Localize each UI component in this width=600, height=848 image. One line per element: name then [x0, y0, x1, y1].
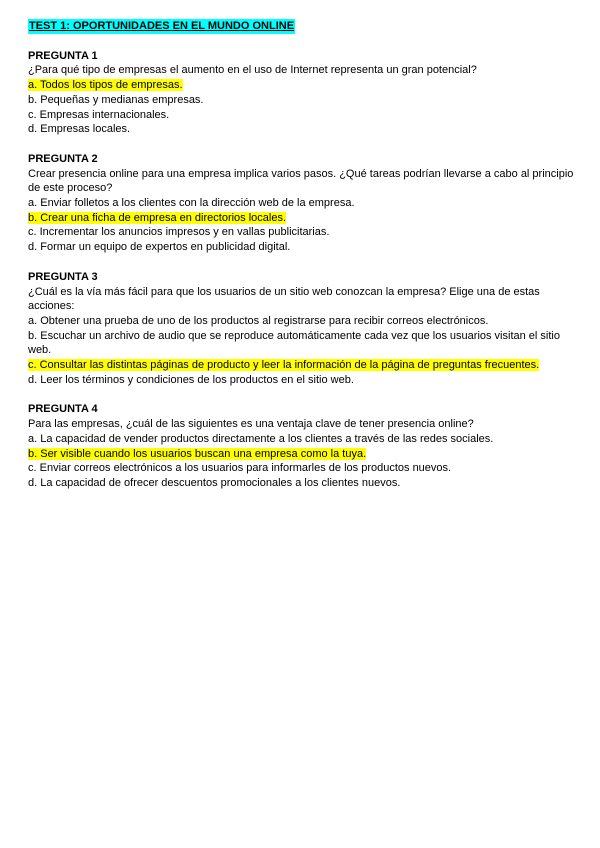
answer-option: c. Empresas internacionales. — [28, 108, 170, 121]
question-heading: PREGUNTA 1 — [28, 49, 98, 62]
answer-option — [28, 211, 578, 226]
question-heading: PREGUNTA 2 — [28, 152, 98, 165]
answer-option: c. Incrementar los anuncios impresos y en vallas publicitarias. — [28, 226, 330, 239]
answer-option: a. Obtener una prueba de uno de los productos al registrarse para recibir correos electrónicos. — [28, 314, 489, 327]
document-page — [28, 19, 578, 491]
highlighted-answer: b. Crear una ficha de empresa en directorios locales. — [28, 211, 287, 224]
answer-option: c. Enviar correos electrónicos a los usuarios para informarles de los productos nuevos. — [28, 462, 452, 475]
answer-option: b. Escuchar un archivo de audio que se reproduce automáticamente cada vez que los usuarios visitan el sitio web. — [28, 329, 560, 357]
question-text: ¿Para qué tipo de empresas el aumento en el uso de Internet representa un gran potencial? — [28, 64, 477, 77]
question-block-2 — [28, 152, 578, 255]
highlighted-answer: b. Ser visible cuando los usuarios buscan una empresa como la tuya. — [28, 447, 367, 460]
document-title-line — [28, 19, 578, 34]
question-text: ¿Cuál es la vía más fácil para que los usuarios de un sitio web conozcan la empresa? Elige una de estas acciones: — [28, 285, 540, 313]
highlighted-answer: a. Todos los tipos de empresas. — [28, 79, 183, 92]
question-text: Para las empresas, ¿cuál de las siguientes es una ventaja clave de tener presencia online? — [28, 418, 474, 431]
document-title: TEST 1: OPORTUNIDADES EN EL MUNDO ONLINE — [29, 20, 295, 32]
question-text: Crear presencia online para una empresa implica varios pasos. ¿Qué tareas podrían llevarse a cabo al principio de este proceso? — [28, 167, 574, 195]
highlighted-answer: c. Consultar las distintas páginas de producto y leer la información de la página de preguntas frecuentes. — [28, 359, 540, 372]
question-block-4 — [28, 402, 578, 490]
question-heading: PREGUNTA 4 — [28, 403, 98, 416]
answer-option — [28, 358, 578, 373]
answer-option: d. Formar un equipo de expertos en publicidad digital. — [28, 241, 291, 254]
question-block-1 — [28, 49, 578, 137]
answer-option: a. La capacidad de vender productos directamente a los clientes a través de las redes sociales. — [28, 432, 494, 445]
answer-option: b. Pequeñas y medianas empresas. — [28, 93, 204, 106]
answer-option — [28, 447, 578, 462]
answer-option: d. Empresas locales. — [28, 123, 131, 136]
answer-option: a. Enviar folletos a los clientes con la dirección web de la empresa. — [28, 197, 355, 210]
question-heading: PREGUNTA 3 — [28, 270, 98, 283]
question-block-3 — [28, 270, 578, 388]
answer-option — [28, 78, 578, 93]
answer-option: d. La capacidad de ofrecer descuentos promocionales a los clientes nuevos. — [28, 476, 401, 489]
answer-option: d. Leer los términos y condiciones de los productos en el sitio web. — [28, 373, 354, 386]
